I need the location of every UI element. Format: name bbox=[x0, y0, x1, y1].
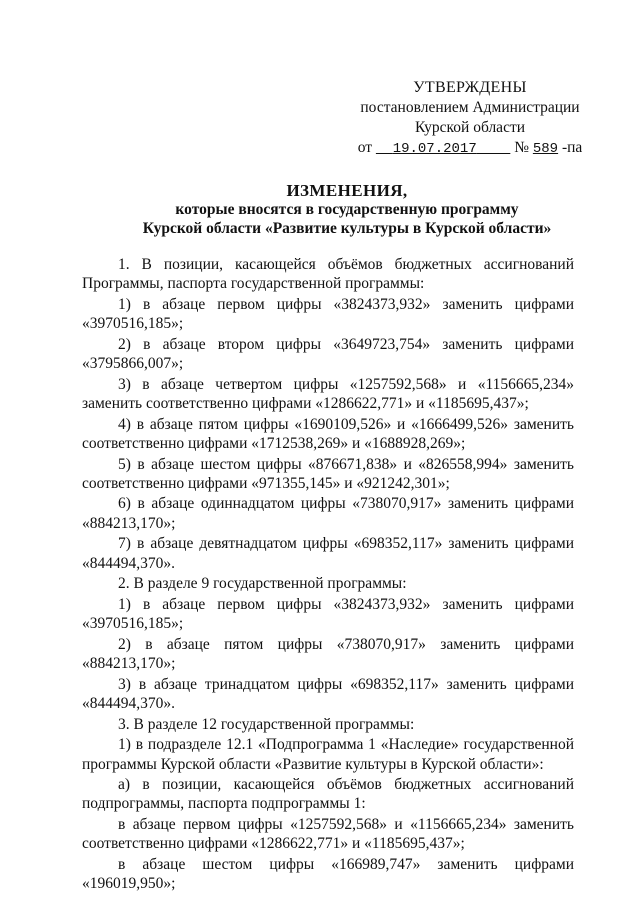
approval-line-1: постановлением Администрации bbox=[360, 99, 580, 116]
paragraph: 5) в абзаце шестом цифры «876671,838» и «826558,994» заменить соответственно цифрами «971355,145» и «921242,301»; bbox=[82, 455, 574, 492]
paragraph: 2) в абзаце пятом цифры «738070,917» заменить цифрами «884213,170»; bbox=[82, 635, 574, 673]
approval-date-number bbox=[350, 138, 590, 159]
number-suffix: -па bbox=[561, 139, 583, 156]
document-heading bbox=[82, 181, 612, 238]
paragraph: 3. В разделе 12 государственной программы: bbox=[118, 715, 415, 733]
paragraph: 1) в абзаце первом цифры «3824373,932» заменить цифрами «3970516,185»; bbox=[82, 595, 574, 633]
document-body bbox=[82, 255, 574, 895]
paragraph: 2. В разделе 9 государственной программы: bbox=[118, 575, 407, 593]
paragraph: 2) в абзаце втором цифры «3649723,754» заменить цифрами «3795866,007»; bbox=[82, 335, 574, 373]
heading-line-1: которые вносятся в государственную программу bbox=[175, 201, 519, 218]
approval-block bbox=[350, 78, 590, 159]
heading-title: ИЗМЕНЕНИЯ, bbox=[286, 181, 408, 200]
heading-line-2: Курской области «Развитие культуры в Курской области» bbox=[142, 220, 552, 237]
paragraph: 3) в абзаце тринадцатом цифры «698352,117» заменить цифрами «844494,370». bbox=[82, 675, 574, 712]
paragraph: 1) в подразделе 12.1 «Подпрограмма 1 «Наследие» государственной программы Курской области «Развитие культуры в Курской области»: bbox=[82, 736, 574, 773]
approval-title: УТВЕРЖДЕНЫ bbox=[413, 79, 527, 96]
paragraph: 1. В позиции, касающейся объёмов бюджетных ассигнований Программы, паспорта государственной программы: bbox=[82, 256, 574, 293]
paragraph: в абзаце шестом цифры «166989,747» заменить цифрами «196019,950»; bbox=[82, 856, 574, 893]
paragraph: 3) в абзаце четвертом цифры «1257592,568» и «1156665,234» заменить соответственно цифрами «1286622,771» и «1185695,437»; bbox=[82, 375, 574, 412]
paragraph: 4) в абзаце пятом цифры «1690109,526» и «1666499,526» заменить соответственно цифрами «1712538,269» и «1688928,269»; bbox=[82, 415, 574, 452]
from-label: от bbox=[357, 139, 373, 156]
approval-line-2: Курской области bbox=[414, 119, 526, 136]
approval-date: 19.07.2017 bbox=[392, 141, 477, 157]
approval-number: 589 bbox=[532, 141, 559, 157]
number-label: № bbox=[514, 139, 529, 156]
paragraph: 6) в абзаце одиннадцатом цифры «738070,917» заменить цифрами «884213,170»; bbox=[82, 495, 574, 532]
paragraph: 1) в абзаце первом цифры «3824373,932» заменить цифрами «3970516,185»; bbox=[82, 295, 574, 333]
paragraph: в абзаце первом цифры «1257592,568» и «1156665,234» заменить соответственно цифрами «1286622,771» и «1185695,437»; bbox=[82, 816, 574, 853]
paragraph: 7) в абзаце девятнадцатом цифры «698352,117» заменить цифрами «844494,370». bbox=[82, 535, 574, 572]
paragraph: а) в позиции, касающейся объёмов бюджетных ассигнований подпрограммы, паспорта подпрограммы 1: bbox=[82, 776, 574, 813]
